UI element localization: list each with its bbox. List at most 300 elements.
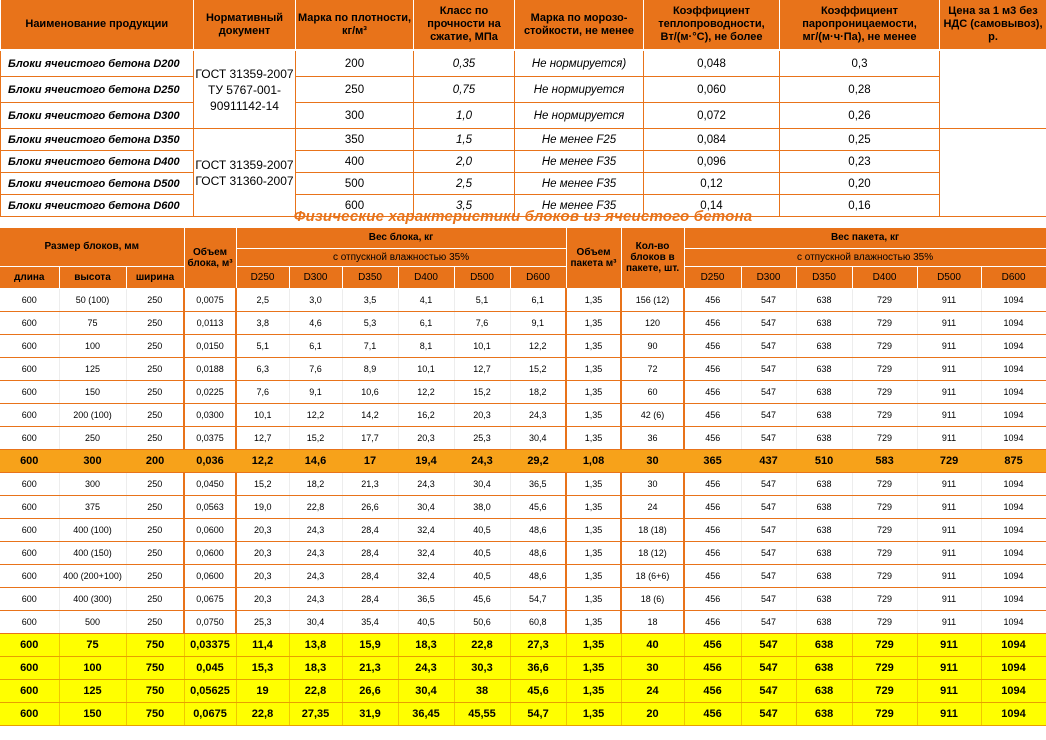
pack-volume-cell: 1,35 xyxy=(566,679,621,702)
weight-d400-cell: 16,2 xyxy=(398,403,454,426)
pack-d350-cell: 638 xyxy=(796,564,852,587)
pack-d300-cell: 547 xyxy=(741,495,796,518)
pack-volume-cell: 1,08 xyxy=(566,449,621,472)
weight-d350-cell: 21,3 xyxy=(342,472,398,495)
normative-doc: ГОСТ 31359-2007 ГОСТ 31360-2007 xyxy=(194,129,296,217)
height-cell: 200 (100) xyxy=(59,403,126,426)
weight-d350-cell: 10,6 xyxy=(342,380,398,403)
weight-d400-cell: 8,1 xyxy=(398,334,454,357)
weight-d400-cell: 24,3 xyxy=(398,656,454,679)
header-grade: D350 xyxy=(342,266,398,288)
weight-d300-cell: 18,2 xyxy=(289,472,342,495)
weight-d250-cell: 20,3 xyxy=(236,564,289,587)
block-row xyxy=(0,495,1046,518)
pack-d500-cell: 911 xyxy=(917,702,981,725)
pack-d250-cell: 456 xyxy=(684,656,741,679)
block-row xyxy=(0,702,1046,725)
length-cell: 600 xyxy=(0,564,59,587)
pack-d250-cell: 365 xyxy=(684,449,741,472)
height-cell: 400 (200+100) xyxy=(59,564,126,587)
product-name: Блоки ячеистого бетона D300 xyxy=(1,103,194,129)
weight-d350-cell: 28,4 xyxy=(342,587,398,610)
pack-d400-cell: 729 xyxy=(852,587,917,610)
header-pack-grade: D250 xyxy=(684,266,741,288)
pack-d400-cell: 729 xyxy=(852,357,917,380)
weight-d400-cell: 19,4 xyxy=(398,449,454,472)
pack-d300-cell: 547 xyxy=(741,426,796,449)
length-cell: 600 xyxy=(0,702,59,725)
pack-d500-cell: 911 xyxy=(917,288,981,311)
block-characteristics-table xyxy=(0,228,1046,726)
blocks-count-cell: 90 xyxy=(621,334,684,357)
header-grade: D500 xyxy=(454,266,510,288)
weight-d600-cell: 36,5 xyxy=(510,472,566,495)
weight-d600-cell: 45,6 xyxy=(510,495,566,518)
pack-volume-cell: 1,35 xyxy=(566,656,621,679)
pack-d350-cell: 638 xyxy=(796,357,852,380)
pack-d350-cell: 638 xyxy=(796,541,852,564)
block-volume-cell: 0,0113 xyxy=(184,311,236,334)
weight-d400-cell: 36,5 xyxy=(398,587,454,610)
weight-d250-cell: 6,3 xyxy=(236,357,289,380)
product-name: Блоки ячеистого бетона D400 xyxy=(1,151,194,173)
weight-d500-cell: 10,1 xyxy=(454,334,510,357)
pack-volume-cell: 1,35 xyxy=(566,311,621,334)
normative-doc: ГОСТ 31359-2007 ТУ 5767-001-90911142-14 xyxy=(194,50,296,129)
pack-d600-cell: 1094 xyxy=(981,656,1046,679)
pack-d500-cell: 911 xyxy=(917,472,981,495)
header-pack-grade: D500 xyxy=(917,266,981,288)
weight-d500-cell: 40,5 xyxy=(454,518,510,541)
block-row xyxy=(0,311,1046,334)
weight-d600-cell: 36,6 xyxy=(510,656,566,679)
weight-d250-cell: 19 xyxy=(236,679,289,702)
header-block-volume: Объем блока, м³ xyxy=(184,228,236,288)
pack-d500-cell: 911 xyxy=(917,334,981,357)
blocks-count-cell: 18 (6+6) xyxy=(621,564,684,587)
width-cell: 250 xyxy=(126,334,184,357)
pack-d250-cell: 456 xyxy=(684,380,741,403)
pack-volume-cell: 1,35 xyxy=(566,633,621,656)
weight-d300-cell: 22,8 xyxy=(289,679,342,702)
pack-d600-cell: 1094 xyxy=(981,679,1046,702)
pack-d600-cell: 1094 xyxy=(981,403,1046,426)
frost-value: Не нормируется xyxy=(515,77,644,103)
weight-d500-cell: 38 xyxy=(454,679,510,702)
block-volume-cell: 0,0225 xyxy=(184,380,236,403)
block-volume-cell: 0,0150 xyxy=(184,334,236,357)
weight-d500-cell: 30,4 xyxy=(454,472,510,495)
pack-volume-cell: 1,35 xyxy=(566,334,621,357)
weight-d300-cell: 3,0 xyxy=(289,288,342,311)
pack-d250-cell: 456 xyxy=(684,564,741,587)
pack-d600-cell: 1094 xyxy=(981,702,1046,725)
pack-d400-cell: 729 xyxy=(852,564,917,587)
blocks-count-cell: 42 (6) xyxy=(621,403,684,426)
frost-value: Не менее F25 xyxy=(515,129,644,151)
weight-d250-cell: 2,5 xyxy=(236,288,289,311)
weight-d300-cell: 24,3 xyxy=(289,541,342,564)
weight-d350-cell: 21,3 xyxy=(342,656,398,679)
product-row xyxy=(1,129,1046,151)
pack-d350-cell: 638 xyxy=(796,633,852,656)
density-value: 350 xyxy=(296,129,414,151)
frost-value: Не нормируется xyxy=(515,103,644,129)
density-value: 300 xyxy=(296,103,414,129)
weight-d600-cell: 18,2 xyxy=(510,380,566,403)
length-cell: 600 xyxy=(0,656,59,679)
weight-d400-cell: 32,4 xyxy=(398,518,454,541)
weight-d400-cell: 32,4 xyxy=(398,564,454,587)
block-row xyxy=(0,403,1046,426)
pack-d400-cell: 729 xyxy=(852,380,917,403)
thermal-value: 0,060 xyxy=(644,77,780,103)
pack-d250-cell: 456 xyxy=(684,288,741,311)
width-cell: 250 xyxy=(126,288,184,311)
weight-d600-cell: 60,8 xyxy=(510,610,566,633)
density-value: 250 xyxy=(296,77,414,103)
pack-d350-cell: 638 xyxy=(796,495,852,518)
strength-value: 0,35 xyxy=(414,50,515,77)
weight-d300-cell: 18,3 xyxy=(289,656,342,679)
pack-volume-cell: 1,35 xyxy=(566,426,621,449)
height-cell: 50 (100) xyxy=(59,288,126,311)
weight-d350-cell: 17,7 xyxy=(342,426,398,449)
length-cell: 600 xyxy=(0,449,59,472)
pack-d300-cell: 547 xyxy=(741,518,796,541)
weight-d600-cell: 48,6 xyxy=(510,541,566,564)
pack-volume-cell: 1,35 xyxy=(566,587,621,610)
strength-value: 3,5 xyxy=(414,195,515,217)
header-height: высота xyxy=(59,266,126,288)
weight-d400-cell: 4,1 xyxy=(398,288,454,311)
block-row xyxy=(0,679,1046,702)
pack-d600-cell: 1094 xyxy=(981,587,1046,610)
pack-d300-cell: 547 xyxy=(741,357,796,380)
density-value: 200 xyxy=(296,50,414,77)
density-value: 400 xyxy=(296,151,414,173)
header-block-weight-sub: с отпускной влажностью 35% xyxy=(236,248,566,266)
weight-d250-cell: 20,3 xyxy=(236,518,289,541)
height-cell: 125 xyxy=(59,357,126,380)
pack-d300-cell: 547 xyxy=(741,334,796,357)
weight-d600-cell: 27,3 xyxy=(510,633,566,656)
pack-d300-cell: 547 xyxy=(741,564,796,587)
length-cell: 600 xyxy=(0,679,59,702)
width-cell: 250 xyxy=(126,311,184,334)
pack-d400-cell: 729 xyxy=(852,541,917,564)
weight-d600-cell: 6,1 xyxy=(510,288,566,311)
blocks-count-cell: 24 xyxy=(621,679,684,702)
pack-d250-cell: 456 xyxy=(684,610,741,633)
weight-d400-cell: 36,45 xyxy=(398,702,454,725)
pack-d600-cell: 1094 xyxy=(981,288,1046,311)
block-volume-cell: 0,0600 xyxy=(184,564,236,587)
weight-d300-cell: 12,2 xyxy=(289,403,342,426)
pack-d400-cell: 729 xyxy=(852,311,917,334)
section-title: Физические характеристики блоков из ячеистого бетона xyxy=(293,208,753,225)
block-volume-cell: 0,0600 xyxy=(184,518,236,541)
pack-d350-cell: 638 xyxy=(796,288,852,311)
block-volume-cell: 0,0563 xyxy=(184,495,236,518)
pack-d500-cell: 911 xyxy=(917,587,981,610)
header-pack-weight-sub: с отпускной влажностью 35% xyxy=(684,248,1046,266)
pack-d250-cell: 456 xyxy=(684,541,741,564)
header-grade: D400 xyxy=(398,266,454,288)
weight-d250-cell: 7,6 xyxy=(236,380,289,403)
height-cell: 400 (150) xyxy=(59,541,126,564)
pack-volume-cell: 1,35 xyxy=(566,541,621,564)
pack-d400-cell: 729 xyxy=(852,518,917,541)
weight-d500-cell: 25,3 xyxy=(454,426,510,449)
pack-d400-cell: 729 xyxy=(852,334,917,357)
pack-d350-cell: 638 xyxy=(796,610,852,633)
weight-d250-cell: 3,8 xyxy=(236,311,289,334)
weight-d500-cell: 45,6 xyxy=(454,587,510,610)
weight-d300-cell: 24,3 xyxy=(289,518,342,541)
weight-d350-cell: 28,4 xyxy=(342,541,398,564)
pack-d300-cell: 547 xyxy=(741,403,796,426)
length-cell: 600 xyxy=(0,495,59,518)
pack-d350-cell: 638 xyxy=(796,472,852,495)
weight-d350-cell: 28,4 xyxy=(342,518,398,541)
weight-d500-cell: 12,7 xyxy=(454,357,510,380)
weight-d400-cell: 40,5 xyxy=(398,610,454,633)
weight-d500-cell: 40,5 xyxy=(454,541,510,564)
weight-d350-cell: 26,6 xyxy=(342,679,398,702)
pack-d500-cell: 911 xyxy=(917,656,981,679)
pack-d350-cell: 638 xyxy=(796,403,852,426)
pack-d300-cell: 547 xyxy=(741,587,796,610)
block-row xyxy=(0,518,1046,541)
blocks-count-cell: 18 xyxy=(621,610,684,633)
weight-d250-cell: 10,1 xyxy=(236,403,289,426)
product-name: Блоки ячеистого бетона D250 xyxy=(1,77,194,103)
length-cell: 600 xyxy=(0,357,59,380)
pack-d600-cell: 1094 xyxy=(981,380,1046,403)
weight-d250-cell: 20,3 xyxy=(236,541,289,564)
vapor-value: 0,28 xyxy=(780,77,940,103)
width-cell: 250 xyxy=(126,403,184,426)
weight-d300-cell: 24,3 xyxy=(289,564,342,587)
blocks-count-cell: 24 xyxy=(621,495,684,518)
weight-d500-cell: 40,5 xyxy=(454,564,510,587)
weight-d250-cell: 20,3 xyxy=(236,587,289,610)
density-value: 600 xyxy=(296,195,414,217)
header-length: длина xyxy=(0,266,59,288)
blocks-count-cell: 60 xyxy=(621,380,684,403)
height-cell: 300 xyxy=(59,472,126,495)
pack-d500-cell: 911 xyxy=(917,610,981,633)
block-row xyxy=(0,564,1046,587)
strength-value: 1,0 xyxy=(414,103,515,129)
blocks-count-cell: 18 (6) xyxy=(621,587,684,610)
width-cell: 250 xyxy=(126,564,184,587)
pack-d400-cell: 729 xyxy=(852,495,917,518)
pack-d600-cell: 1094 xyxy=(981,518,1046,541)
width-cell: 250 xyxy=(126,472,184,495)
weight-d500-cell: 15,2 xyxy=(454,380,510,403)
block-volume-cell: 0,0188 xyxy=(184,357,236,380)
pack-d250-cell: 456 xyxy=(684,495,741,518)
product-row xyxy=(1,103,1046,129)
block-volume-cell: 0,05625 xyxy=(184,679,236,702)
blocks-count-cell: 18 (18) xyxy=(621,518,684,541)
thermal-value: 0,12 xyxy=(644,173,780,195)
blocks-count-cell: 36 xyxy=(621,426,684,449)
height-cell: 375 xyxy=(59,495,126,518)
weight-d400-cell: 32,4 xyxy=(398,541,454,564)
pack-d350-cell: 638 xyxy=(796,518,852,541)
pack-volume-cell: 1,35 xyxy=(566,403,621,426)
block-row xyxy=(0,541,1046,564)
weight-d500-cell: 50,6 xyxy=(454,610,510,633)
pack-d350-cell: 638 xyxy=(796,426,852,449)
pack-d400-cell: 729 xyxy=(852,472,917,495)
pack-volume-cell: 1,35 xyxy=(566,288,621,311)
width-cell: 750 xyxy=(126,656,184,679)
thermal-value: 0,096 xyxy=(644,151,780,173)
weight-d600-cell: 45,6 xyxy=(510,679,566,702)
pack-d250-cell: 456 xyxy=(684,633,741,656)
block-row xyxy=(0,334,1046,357)
length-cell: 600 xyxy=(0,288,59,311)
pack-d500-cell: 911 xyxy=(917,380,981,403)
height-cell: 400 (300) xyxy=(59,587,126,610)
pack-d600-cell: 1094 xyxy=(981,472,1046,495)
weight-d300-cell: 15,2 xyxy=(289,426,342,449)
width-cell: 250 xyxy=(126,495,184,518)
vapor-value: 0,23 xyxy=(780,151,940,173)
header-vapor: Коэффициент паропроницаемости, мг/(м·ч·Па), не менее xyxy=(780,0,940,50)
product-row xyxy=(1,151,1046,173)
block-volume-cell: 0,0675 xyxy=(184,702,236,725)
pack-d600-cell: 1094 xyxy=(981,334,1046,357)
height-cell: 100 xyxy=(59,334,126,357)
weight-d500-cell: 22,8 xyxy=(454,633,510,656)
pack-d500-cell: 729 xyxy=(917,449,981,472)
pack-d400-cell: 729 xyxy=(852,633,917,656)
pack-d400-cell: 729 xyxy=(852,610,917,633)
weight-d350-cell: 5,3 xyxy=(342,311,398,334)
pack-d400-cell: 583 xyxy=(852,449,917,472)
vapor-value: 0,3 xyxy=(780,50,940,77)
pack-d500-cell: 911 xyxy=(917,311,981,334)
thermal-value: 0,14 xyxy=(644,195,780,217)
blocks-count-cell: 30 xyxy=(621,656,684,679)
header-pack-grade: D600 xyxy=(981,266,1046,288)
weight-d400-cell: 12,2 xyxy=(398,380,454,403)
block-volume-cell: 0,036 xyxy=(184,449,236,472)
thermal-value: 0,048 xyxy=(644,50,780,77)
weight-d250-cell: 12,2 xyxy=(236,449,289,472)
weight-d600-cell: 24,3 xyxy=(510,403,566,426)
pack-d600-cell: 1094 xyxy=(981,311,1046,334)
width-cell: 200 xyxy=(126,449,184,472)
weight-d400-cell: 24,3 xyxy=(398,472,454,495)
pack-d300-cell: 547 xyxy=(741,702,796,725)
frost-value: Не менее F35 xyxy=(515,151,644,173)
pack-d300-cell: 547 xyxy=(741,472,796,495)
block-row xyxy=(0,472,1046,495)
header-pack-grade: D300 xyxy=(741,266,796,288)
weight-d250-cell: 19,0 xyxy=(236,495,289,518)
header-block-weight: Вес блока, кг xyxy=(236,228,566,248)
thermal-value: 0,084 xyxy=(644,129,780,151)
weight-d300-cell: 4,6 xyxy=(289,311,342,334)
pack-d300-cell: 547 xyxy=(741,380,796,403)
pack-d300-cell: 547 xyxy=(741,633,796,656)
blocks-count-cell: 20 xyxy=(621,702,684,725)
pack-d300-cell: 547 xyxy=(741,656,796,679)
product-name: Блоки ячеистого бетона D200 xyxy=(1,50,194,77)
block-volume-cell: 0,0075 xyxy=(184,288,236,311)
pack-d250-cell: 456 xyxy=(684,679,741,702)
block-volume-cell: 0,0300 xyxy=(184,403,236,426)
header-strength: Класс по прочности на сжатие, МПа xyxy=(414,0,515,50)
width-cell: 750 xyxy=(126,633,184,656)
pack-volume-cell: 1,35 xyxy=(566,495,621,518)
blocks-count-cell: 30 xyxy=(621,472,684,495)
weight-d300-cell: 13,8 xyxy=(289,633,342,656)
weight-d500-cell: 24,3 xyxy=(454,449,510,472)
weight-d300-cell: 14,6 xyxy=(289,449,342,472)
block-volume-cell: 0,03375 xyxy=(184,633,236,656)
weight-d500-cell: 45,55 xyxy=(454,702,510,725)
length-cell: 600 xyxy=(0,472,59,495)
weight-d600-cell: 15,2 xyxy=(510,357,566,380)
pack-d250-cell: 456 xyxy=(684,518,741,541)
length-cell: 600 xyxy=(0,334,59,357)
pack-d350-cell: 638 xyxy=(796,311,852,334)
product-row xyxy=(1,77,1046,103)
length-cell: 600 xyxy=(0,541,59,564)
pack-d250-cell: 456 xyxy=(684,426,741,449)
weight-d400-cell: 18,3 xyxy=(398,633,454,656)
length-cell: 600 xyxy=(0,587,59,610)
width-cell: 750 xyxy=(126,702,184,725)
price-cell xyxy=(940,50,1046,129)
header-grade: D600 xyxy=(510,266,566,288)
height-cell: 300 xyxy=(59,449,126,472)
weight-d400-cell: 10,1 xyxy=(398,357,454,380)
strength-value: 2,0 xyxy=(414,151,515,173)
length-cell: 600 xyxy=(0,518,59,541)
weight-d300-cell: 6,1 xyxy=(289,334,342,357)
length-cell: 600 xyxy=(0,610,59,633)
pack-d400-cell: 729 xyxy=(852,426,917,449)
frost-value: Не менее F35 xyxy=(515,173,644,195)
weight-d600-cell: 54,7 xyxy=(510,587,566,610)
pack-d300-cell: 547 xyxy=(741,541,796,564)
weight-d350-cell: 3,5 xyxy=(342,288,398,311)
header-blocks-count: Кол-во блоков в пакете, шт. xyxy=(621,228,684,288)
weight-d250-cell: 15,3 xyxy=(236,656,289,679)
pack-volume-cell: 1,35 xyxy=(566,702,621,725)
pack-d500-cell: 911 xyxy=(917,403,981,426)
pack-d350-cell: 638 xyxy=(796,656,852,679)
block-row xyxy=(0,656,1046,679)
product-name: Блоки ячеистого бетона D500 xyxy=(1,173,194,195)
weight-d300-cell: 9,1 xyxy=(289,380,342,403)
product-row xyxy=(1,173,1046,195)
width-cell: 250 xyxy=(126,357,184,380)
weight-d600-cell: 48,6 xyxy=(510,518,566,541)
width-cell: 250 xyxy=(126,518,184,541)
header-grade: D300 xyxy=(289,266,342,288)
pack-d250-cell: 456 xyxy=(684,472,741,495)
length-cell: 600 xyxy=(0,311,59,334)
